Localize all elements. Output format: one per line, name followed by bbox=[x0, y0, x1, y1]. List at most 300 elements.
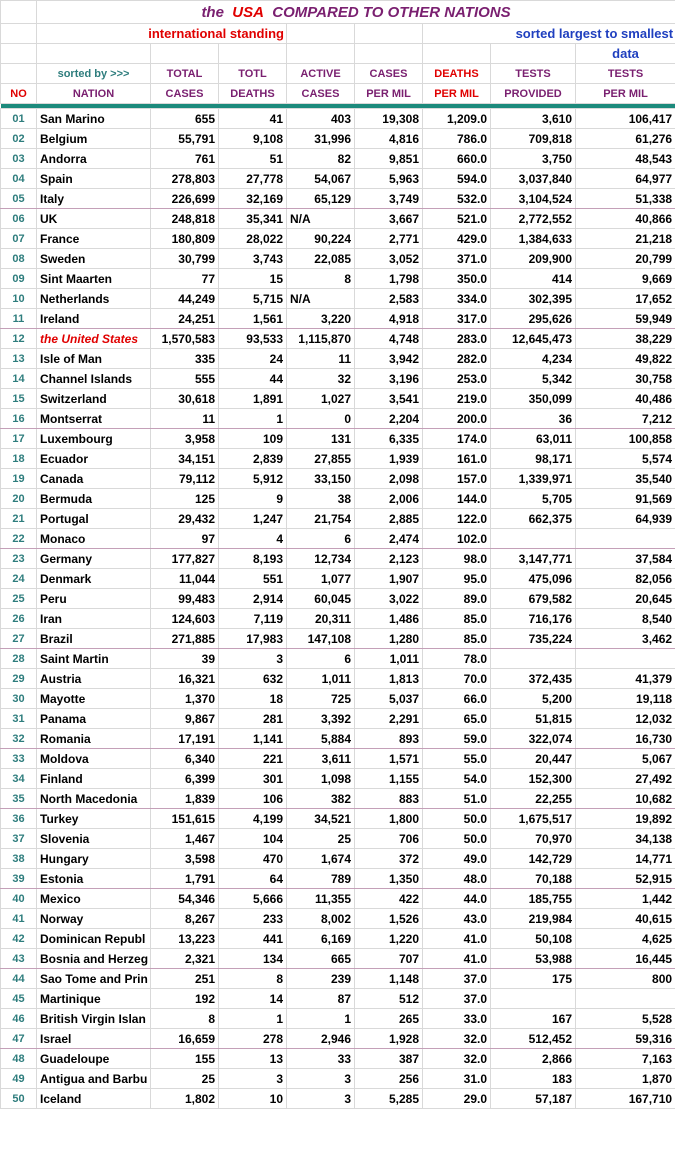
cell-value: 21,754 bbox=[287, 509, 355, 529]
column-header: PER MIL bbox=[355, 84, 423, 104]
row-number: 48 bbox=[1, 1049, 37, 1069]
nation-name: North Macedonia bbox=[37, 789, 151, 809]
title-country: USA bbox=[232, 3, 264, 21]
cell-value: 2,914 bbox=[219, 589, 287, 609]
table-row bbox=[1, 109, 675, 129]
row-number: 17 bbox=[1, 429, 37, 449]
cell-value: 7,119 bbox=[219, 609, 287, 629]
cell-value: 3 bbox=[287, 1089, 355, 1109]
cell-value: 161.0 bbox=[423, 449, 491, 469]
cell-value: 131 bbox=[287, 429, 355, 449]
cell-value: 3,958 bbox=[151, 429, 219, 449]
cell-value: 41,379 bbox=[576, 669, 675, 689]
nation-name: Belgium bbox=[37, 129, 151, 149]
table-row bbox=[1, 369, 675, 389]
table-row bbox=[1, 509, 675, 529]
cell-value: 27,778 bbox=[219, 169, 287, 189]
cell-value: 183 bbox=[491, 1069, 576, 1089]
cell-value: 11,044 bbox=[151, 569, 219, 589]
row-number: 41 bbox=[1, 909, 37, 929]
cell-value: 64,977 bbox=[576, 169, 675, 189]
cell-value: 50,108 bbox=[491, 929, 576, 949]
cell-value: 70,188 bbox=[491, 869, 576, 889]
cell-value: 124,603 bbox=[151, 609, 219, 629]
cell-value: 152,300 bbox=[491, 769, 576, 789]
cell-value: 1,098 bbox=[287, 769, 355, 789]
cell-value: 735,224 bbox=[491, 629, 576, 649]
cell-value: 662,375 bbox=[491, 509, 576, 529]
cell-value: 54,346 bbox=[151, 889, 219, 909]
nation-name: Luxembourg bbox=[37, 429, 151, 449]
sorted-by-label: sorted by >>> bbox=[37, 64, 151, 84]
nation-name: Iran bbox=[37, 609, 151, 629]
cell-value: 5,200 bbox=[491, 689, 576, 709]
cell-value: 151,615 bbox=[151, 809, 219, 829]
cell-value: 177,827 bbox=[151, 549, 219, 569]
cell-value: 100,858 bbox=[576, 429, 675, 449]
table-row bbox=[1, 789, 675, 809]
cell-value: 25 bbox=[287, 829, 355, 849]
cell-value: 30,758 bbox=[576, 369, 675, 389]
cell-value: 716,176 bbox=[491, 609, 576, 629]
cell-value: 1 bbox=[287, 1009, 355, 1029]
table-row bbox=[1, 829, 675, 849]
row-number: 24 bbox=[1, 569, 37, 589]
nation-name: Mayotte bbox=[37, 689, 151, 709]
cell-value: 33.0 bbox=[423, 1009, 491, 1029]
cell-value: 27,492 bbox=[576, 769, 675, 789]
cell-value bbox=[491, 649, 576, 669]
cell-value: 37.0 bbox=[423, 989, 491, 1009]
nation-name: Sint Maarten bbox=[37, 269, 151, 289]
cell-value: 387 bbox=[355, 1049, 423, 1069]
cell-value: 30,618 bbox=[151, 389, 219, 409]
cell-value: 403 bbox=[287, 109, 355, 129]
cell-value: 82 bbox=[287, 149, 355, 169]
cell-value: 7,163 bbox=[576, 1049, 675, 1069]
cell-value: 422 bbox=[355, 889, 423, 909]
cell-value: 3 bbox=[219, 649, 287, 669]
cell-value: 4,625 bbox=[576, 929, 675, 949]
nation-name: Israel bbox=[37, 1029, 151, 1049]
cell-value: 8,267 bbox=[151, 909, 219, 929]
cell-value: 60,045 bbox=[287, 589, 355, 609]
column-header-top: CASES bbox=[355, 64, 423, 84]
table-row bbox=[1, 529, 675, 549]
table-row bbox=[1, 889, 675, 909]
cell-value: 44.0 bbox=[423, 889, 491, 909]
cell-value: 2,771 bbox=[355, 229, 423, 249]
cell-value: 29,432 bbox=[151, 509, 219, 529]
cell-value: 335 bbox=[151, 349, 219, 369]
nation-name: Moldova bbox=[37, 749, 151, 769]
cell-value: 97 bbox=[151, 529, 219, 549]
cell-value: 64,939 bbox=[576, 509, 675, 529]
cell-value: 1,350 bbox=[355, 869, 423, 889]
cell-value: 51,815 bbox=[491, 709, 576, 729]
cell-value: 660.0 bbox=[423, 149, 491, 169]
nation-name: Saint Martin bbox=[37, 649, 151, 669]
cell-value: 3,743 bbox=[219, 249, 287, 269]
cell-value: 5,528 bbox=[576, 1009, 675, 1029]
table-row bbox=[1, 209, 675, 229]
cell-value: 8,002 bbox=[287, 909, 355, 929]
cell-value: 278,803 bbox=[151, 169, 219, 189]
row-number: 18 bbox=[1, 449, 37, 469]
row-number: 09 bbox=[1, 269, 37, 289]
cell-value: 3,104,524 bbox=[491, 189, 576, 209]
cell-value: 27,855 bbox=[287, 449, 355, 469]
cell-value: 104 bbox=[219, 829, 287, 849]
nation-name: Dominican Republ bbox=[37, 929, 151, 949]
nation-name: San Marino bbox=[37, 109, 151, 129]
row-number: 49 bbox=[1, 1069, 37, 1089]
cell-value: 3,598 bbox=[151, 849, 219, 869]
row-number: 13 bbox=[1, 349, 37, 369]
row-number: 40 bbox=[1, 889, 37, 909]
cell-value: 65.0 bbox=[423, 709, 491, 729]
cell-value: 295,626 bbox=[491, 309, 576, 329]
cell-value: 2,321 bbox=[151, 949, 219, 969]
cell-value: 15 bbox=[219, 269, 287, 289]
cell-value: 33,150 bbox=[287, 469, 355, 489]
table-row bbox=[1, 189, 675, 209]
cell-value: 372 bbox=[355, 849, 423, 869]
cell-value: 5,342 bbox=[491, 369, 576, 389]
cell-value: 1,928 bbox=[355, 1029, 423, 1049]
cell-value: 78.0 bbox=[423, 649, 491, 669]
cell-value: 371.0 bbox=[423, 249, 491, 269]
row-number: 39 bbox=[1, 869, 37, 889]
cell-value: 1,907 bbox=[355, 569, 423, 589]
table-row bbox=[1, 849, 675, 869]
table-row bbox=[1, 409, 675, 429]
cell-value: N/A bbox=[287, 289, 355, 309]
cell-value: 41.0 bbox=[423, 929, 491, 949]
cell-value: 41 bbox=[219, 109, 287, 129]
cell-value: 30,799 bbox=[151, 249, 219, 269]
table-row bbox=[1, 869, 675, 889]
cell-value: 239 bbox=[287, 969, 355, 989]
cell-value: 65,129 bbox=[287, 189, 355, 209]
cell-value: 11 bbox=[151, 409, 219, 429]
cell-value: 226,699 bbox=[151, 189, 219, 209]
table-row bbox=[1, 769, 675, 789]
cell-value: 14,771 bbox=[576, 849, 675, 869]
cell-value: 1,027 bbox=[287, 389, 355, 409]
cell-value: 3 bbox=[287, 1069, 355, 1089]
cell-value: 3,037,840 bbox=[491, 169, 576, 189]
cell-value: 85.0 bbox=[423, 609, 491, 629]
cell-value: 43.0 bbox=[423, 909, 491, 929]
cell-value: 248,818 bbox=[151, 209, 219, 229]
cell-value: 98,171 bbox=[491, 449, 576, 469]
cell-value: 6,399 bbox=[151, 769, 219, 789]
row-number: 23 bbox=[1, 549, 37, 569]
cell-value: 1,526 bbox=[355, 909, 423, 929]
cell-value: 19,892 bbox=[576, 809, 675, 829]
title-suffix: COMPARED TO OTHER NATIONS bbox=[272, 3, 511, 21]
cell-value: 18 bbox=[219, 689, 287, 709]
cell-value: 70,970 bbox=[491, 829, 576, 849]
cell-value: 6 bbox=[287, 649, 355, 669]
cell-value: 322,074 bbox=[491, 729, 576, 749]
cell-value: 24 bbox=[219, 349, 287, 369]
row-number: 02 bbox=[1, 129, 37, 149]
cell-value: 709,818 bbox=[491, 129, 576, 149]
cell-value: 521.0 bbox=[423, 209, 491, 229]
nation-name: the United States bbox=[37, 329, 151, 349]
cell-value: 1,370 bbox=[151, 689, 219, 709]
cell-value: 1,384,633 bbox=[491, 229, 576, 249]
cell-value: 95.0 bbox=[423, 569, 491, 589]
nation-name: Canada bbox=[37, 469, 151, 489]
row-number: 29 bbox=[1, 669, 37, 689]
cell-value: 1,442 bbox=[576, 889, 675, 909]
cell-value: 48.0 bbox=[423, 869, 491, 889]
cell-value: 4,234 bbox=[491, 349, 576, 369]
cell-value: 3,749 bbox=[355, 189, 423, 209]
subtitle-left: international standing bbox=[37, 24, 287, 44]
cell-value: 102.0 bbox=[423, 529, 491, 549]
cell-value: 283.0 bbox=[423, 329, 491, 349]
nation-name: Montserrat bbox=[37, 409, 151, 429]
cell-value: 40,615 bbox=[576, 909, 675, 929]
table-row bbox=[1, 669, 675, 689]
table-row bbox=[1, 569, 675, 589]
cell-value: 219,984 bbox=[491, 909, 576, 929]
nation-name: Denmark bbox=[37, 569, 151, 589]
row-number: 01 bbox=[1, 109, 37, 129]
cell-value: 475,096 bbox=[491, 569, 576, 589]
row-number: 15 bbox=[1, 389, 37, 409]
cell-value: 1,486 bbox=[355, 609, 423, 629]
nation-name: British Virgin Islan bbox=[37, 1009, 151, 1029]
nation-name: Guadeloupe bbox=[37, 1049, 151, 1069]
cell-value: 5,715 bbox=[219, 289, 287, 309]
cell-value: 470 bbox=[219, 849, 287, 869]
cell-value: 59.0 bbox=[423, 729, 491, 749]
nation-name: Panama bbox=[37, 709, 151, 729]
cell-value: 17,652 bbox=[576, 289, 675, 309]
cell-value: 2,946 bbox=[287, 1029, 355, 1049]
cell-value: 594.0 bbox=[423, 169, 491, 189]
cell-value: 167 bbox=[491, 1009, 576, 1029]
cell-value: 44,249 bbox=[151, 289, 219, 309]
cell-value: 679,582 bbox=[491, 589, 576, 609]
cell-value: 3,220 bbox=[287, 309, 355, 329]
nation-name: Bosnia and Herzeg bbox=[37, 949, 151, 969]
table-row bbox=[1, 589, 675, 609]
nation-name: Martinique bbox=[37, 989, 151, 1009]
cell-value: 50.0 bbox=[423, 809, 491, 829]
cell-value: 1,011 bbox=[355, 649, 423, 669]
row-number: 12 bbox=[1, 329, 37, 349]
cell-value: 144.0 bbox=[423, 489, 491, 509]
cell-value: 79,112 bbox=[151, 469, 219, 489]
cell-value: 265 bbox=[355, 1009, 423, 1029]
cell-value: 5,912 bbox=[219, 469, 287, 489]
table-row bbox=[1, 169, 675, 189]
cell-value: 61,276 bbox=[576, 129, 675, 149]
cell-value: 31.0 bbox=[423, 1069, 491, 1089]
cell-value: 6,335 bbox=[355, 429, 423, 449]
cell-value: 8 bbox=[151, 1009, 219, 1029]
cell-value: 1,115,870 bbox=[287, 329, 355, 349]
cell-value: 24,251 bbox=[151, 309, 219, 329]
row-number: 50 bbox=[1, 1089, 37, 1109]
nation-name: Turkey bbox=[37, 809, 151, 829]
cell-value: 1,813 bbox=[355, 669, 423, 689]
row-number: 20 bbox=[1, 489, 37, 509]
cell-value: 32.0 bbox=[423, 1049, 491, 1069]
cell-value: 91,569 bbox=[576, 489, 675, 509]
cell-value: 2,866 bbox=[491, 1049, 576, 1069]
nation-name: Sweden bbox=[37, 249, 151, 269]
nation-name: Ecuador bbox=[37, 449, 151, 469]
table-row bbox=[1, 1049, 675, 1069]
table-row bbox=[1, 649, 675, 669]
cell-value: 3,022 bbox=[355, 589, 423, 609]
cell-value: 200.0 bbox=[423, 409, 491, 429]
nation-name: Channel Islands bbox=[37, 369, 151, 389]
cell-value: 725 bbox=[287, 689, 355, 709]
cell-value: 317.0 bbox=[423, 309, 491, 329]
cell-value: 3,052 bbox=[355, 249, 423, 269]
nation-name: Peru bbox=[37, 589, 151, 609]
cell-value: 883 bbox=[355, 789, 423, 809]
cell-value: 55.0 bbox=[423, 749, 491, 769]
cell-value: 20,311 bbox=[287, 609, 355, 629]
cell-value: 49,822 bbox=[576, 349, 675, 369]
cell-value: 1,571 bbox=[355, 749, 423, 769]
column-header: CASES bbox=[151, 84, 219, 104]
cell-value: 134 bbox=[219, 949, 287, 969]
cell-value: 51.0 bbox=[423, 789, 491, 809]
cell-value: 44 bbox=[219, 369, 287, 389]
cell-value: 632 bbox=[219, 669, 287, 689]
table-row bbox=[1, 309, 675, 329]
cell-value: 10 bbox=[219, 1089, 287, 1109]
cell-value: 11,355 bbox=[287, 889, 355, 909]
cell-value: 9,669 bbox=[576, 269, 675, 289]
row-number: 26 bbox=[1, 609, 37, 629]
row-number: 35 bbox=[1, 789, 37, 809]
cell-value: 66.0 bbox=[423, 689, 491, 709]
column-header-top: DEATHS bbox=[423, 64, 491, 84]
cell-value: 2,583 bbox=[355, 289, 423, 309]
cell-value: 90,224 bbox=[287, 229, 355, 249]
cell-value: 22,255 bbox=[491, 789, 576, 809]
column-header: CASES bbox=[287, 84, 355, 104]
row-number: 27 bbox=[1, 629, 37, 649]
cell-value: 98.0 bbox=[423, 549, 491, 569]
cell-value: 1,839 bbox=[151, 789, 219, 809]
table-row bbox=[1, 909, 675, 929]
nation-name: Sao Tome and Prin bbox=[37, 969, 151, 989]
cell-value: 13 bbox=[219, 1049, 287, 1069]
cell-value: 19,118 bbox=[576, 689, 675, 709]
nation-name: Mexico bbox=[37, 889, 151, 909]
cell-value: 5,285 bbox=[355, 1089, 423, 1109]
cell-value: 1,570,583 bbox=[151, 329, 219, 349]
cell-value: 382 bbox=[287, 789, 355, 809]
cell-value: 39 bbox=[151, 649, 219, 669]
cell-value: 9,108 bbox=[219, 129, 287, 149]
cell-value: 16,321 bbox=[151, 669, 219, 689]
table-row bbox=[1, 329, 675, 349]
title-prefix: the bbox=[201, 3, 224, 21]
column-header: PROVIDED bbox=[491, 84, 576, 104]
row-number: 45 bbox=[1, 989, 37, 1009]
cell-value: 77 bbox=[151, 269, 219, 289]
cell-value: 4,748 bbox=[355, 329, 423, 349]
cell-value bbox=[576, 649, 675, 669]
table-row bbox=[1, 149, 675, 169]
cell-value: 441 bbox=[219, 929, 287, 949]
cell-value: 5,884 bbox=[287, 729, 355, 749]
cell-value: 256 bbox=[355, 1069, 423, 1089]
cell-value: 219.0 bbox=[423, 389, 491, 409]
cell-value: 5,705 bbox=[491, 489, 576, 509]
cell-value: 209,900 bbox=[491, 249, 576, 269]
cell-value: 17,191 bbox=[151, 729, 219, 749]
nation-name: Slovenia bbox=[37, 829, 151, 849]
cell-value: 551 bbox=[219, 569, 287, 589]
table-row bbox=[1, 929, 675, 949]
cell-value: 10,682 bbox=[576, 789, 675, 809]
table-row bbox=[1, 949, 675, 969]
cell-value: 1,209.0 bbox=[423, 109, 491, 129]
cell-value: 350,099 bbox=[491, 389, 576, 409]
row-number: 05 bbox=[1, 189, 37, 209]
row-number: 22 bbox=[1, 529, 37, 549]
cell-value: 3 bbox=[219, 1069, 287, 1089]
nation-name: Portugal bbox=[37, 509, 151, 529]
cell-value: 12,645,473 bbox=[491, 329, 576, 349]
cell-value: 302,395 bbox=[491, 289, 576, 309]
cell-value: 5,666 bbox=[219, 889, 287, 909]
table-row bbox=[1, 689, 675, 709]
column-header-top: TOTL bbox=[219, 64, 287, 84]
cell-value: 31,996 bbox=[287, 129, 355, 149]
row-number: 31 bbox=[1, 709, 37, 729]
data-label: data bbox=[576, 44, 675, 64]
column-header-top: TESTS bbox=[576, 64, 675, 84]
column-header: PER MIL bbox=[423, 84, 491, 104]
cell-value: 665 bbox=[287, 949, 355, 969]
cell-value: 29.0 bbox=[423, 1089, 491, 1109]
row-number: 42 bbox=[1, 929, 37, 949]
cell-value: 1,675,517 bbox=[491, 809, 576, 829]
cell-value: 1,939 bbox=[355, 449, 423, 469]
cell-value: 1 bbox=[219, 1009, 287, 1029]
cell-value: 37.0 bbox=[423, 969, 491, 989]
cell-value: 3,611 bbox=[287, 749, 355, 769]
cell-value: 2,839 bbox=[219, 449, 287, 469]
cell-value: 9 bbox=[219, 489, 287, 509]
cell-value: 3,942 bbox=[355, 349, 423, 369]
cell-value: 8,540 bbox=[576, 609, 675, 629]
cell-value: 52,915 bbox=[576, 869, 675, 889]
cell-value: 175 bbox=[491, 969, 576, 989]
row-number: 06 bbox=[1, 209, 37, 229]
cell-value: 19,308 bbox=[355, 109, 423, 129]
table-row bbox=[1, 729, 675, 749]
cell-value: 5,963 bbox=[355, 169, 423, 189]
cell-value: 7,212 bbox=[576, 409, 675, 429]
table-row bbox=[1, 429, 675, 449]
